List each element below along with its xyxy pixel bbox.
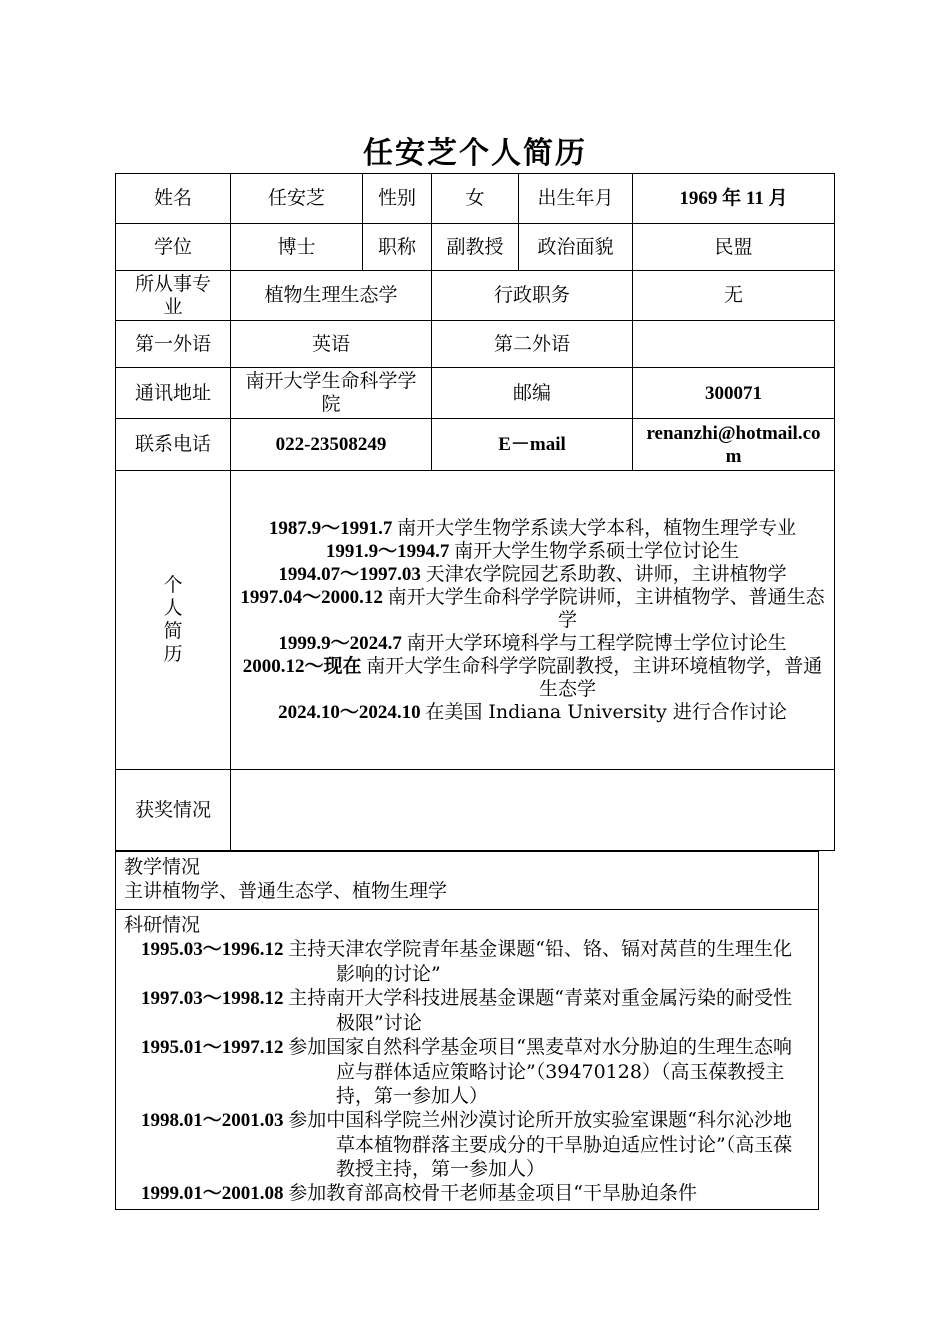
research-entry-text: 主持天津农学院青年基金课题“铅、铬、镉对莴苣的生理生化影响的讨论” [288, 938, 792, 985]
resume-entry [235, 701, 830, 724]
research-entry-period: 1997.03～1998.12 [141, 988, 289, 1009]
resume-entry-period: 1994.07～1997.03 [278, 563, 426, 585]
research-section [116, 910, 819, 1210]
gender-label: 性别 [363, 174, 432, 224]
awards-label: 获奖情况 [116, 770, 231, 851]
resume-entry-text: 南开大学生命科学学院副教授，主讲环境植物学，普通生态学 [366, 654, 823, 700]
resume-entry-text: 南开大学生物学系读大学本科，植物生理学专业 [397, 516, 797, 539]
gender-value: 女 [432, 174, 519, 224]
teaching-section [116, 852, 819, 910]
resume-table [115, 173, 835, 851]
research-entry-period: 1999.01～2001.08 [141, 1183, 289, 1204]
resume-entry-period: 2024.10～2024.10 [278, 701, 426, 723]
lang1-value: 英语 [231, 321, 432, 368]
resume-entry [235, 540, 830, 563]
resume-entry [235, 632, 830, 655]
zip-label: 邮编 [432, 368, 633, 419]
major-value: 植物生理生态学 [231, 271, 432, 321]
research-entry [124, 1035, 810, 1108]
rank-label: 职称 [363, 224, 432, 271]
resume-entry-text: 南开大学环境科学与工程学院博士学位讨论生 [406, 631, 787, 654]
admin-value: 无 [633, 271, 835, 321]
research-entry-period: 1995.03～1996.12 [141, 939, 289, 960]
resume-entry-period: 1991.9～1994.7 [325, 540, 455, 562]
resume-entry [235, 517, 830, 540]
email-value[interactable]: renanzhi@hotmail.com [633, 419, 835, 471]
zip-value: 300071 [633, 368, 835, 419]
resume-label [116, 471, 231, 770]
research-entry-period: 1995.01～1997.12 [141, 1037, 289, 1058]
admin-label: 行政职务 [432, 271, 633, 321]
resume-entry-text: 南开大学生物学系硕士学位讨论生 [454, 539, 740, 562]
research-entry [124, 1108, 810, 1181]
research-entry-text: 主持南开大学科技进展基金课题“青菜对重金属污染的耐受性极限”讨论 [288, 987, 792, 1034]
resume-entry-text: 天津农学院园艺系助教、讲师，主讲植物学 [425, 562, 787, 585]
degree-label: 学位 [116, 224, 231, 271]
continuation-table [115, 851, 819, 1210]
phone-label: 联系电话 [116, 419, 231, 471]
email-label: E－mail [432, 419, 633, 471]
politics-label: 政治面貌 [519, 224, 633, 271]
birth-value: 1969 年 11 月 [633, 174, 835, 224]
resume-entry [235, 655, 830, 701]
resume-entry-text: 在美国 Indiana University 进行合作讨论 [425, 700, 787, 723]
research-entry-text: 参加中国科学院兰州沙漠讨论所开放实验室课题“科尔沁沙地草本植物群落主要成分的干旱胁迫适应性讨论”（高玉葆教授主持，第一参加人） [288, 1109, 793, 1180]
resume-entry-period: 1999.9～2024.7 [278, 632, 407, 654]
awards-content [231, 770, 835, 851]
resume-entry [235, 563, 830, 586]
teaching-content: 主讲植物学、普通生态学、植物生理学 [124, 880, 448, 902]
resume-content [231, 471, 835, 770]
research-label: 科研情况 [124, 914, 201, 936]
birth-label: 出生年月 [519, 174, 633, 224]
politics-value: 民盟 [633, 224, 835, 271]
research-entry-text: 参加教育部高校骨干老师基金项目“干旱胁迫条件 [288, 1182, 697, 1204]
resume-entry-text: 南开大学生命科学学院讲师，主讲植物学、普通生态学 [387, 585, 825, 631]
address-value: 南开大学生命科学学院 [231, 368, 432, 419]
resume-label-text: 个 人 简 历 [163, 574, 183, 665]
research-entry [124, 1181, 810, 1206]
degree-value: 博士 [231, 224, 363, 271]
name-label: 姓名 [116, 174, 231, 224]
resume-entry [235, 586, 830, 632]
major-label: 所从事专业 [116, 271, 231, 321]
lang2-value [633, 321, 835, 368]
teaching-label: 教学情况 [124, 856, 201, 878]
resume-entry-period: 1997.04～2000.12 [240, 586, 388, 608]
name-value: 任安芝 [231, 174, 363, 224]
lang2-label: 第二外语 [432, 321, 633, 368]
research-entry [124, 986, 810, 1035]
phone-value: 022-23508249 [231, 419, 432, 471]
rank-value: 副教授 [432, 224, 519, 271]
lang1-label: 第一外语 [116, 321, 231, 368]
research-entry-text: 参加国家自然科学基金项目“黑麦草对水分胁迫的生理生态响应与群体适应策略讨论”（39470128）（高玉葆教授主持，第一参加人） [288, 1036, 792, 1107]
resume-entry-period: 1987.9～1991.7 [268, 517, 398, 539]
resume-entry-period: 2000.12～现在 [242, 655, 367, 677]
research-entry [124, 937, 810, 986]
address-label: 通讯地址 [116, 368, 231, 419]
research-entry-period: 1998.01～2001.03 [141, 1110, 289, 1131]
page-title: 任安芝个人简历 [363, 136, 587, 171]
